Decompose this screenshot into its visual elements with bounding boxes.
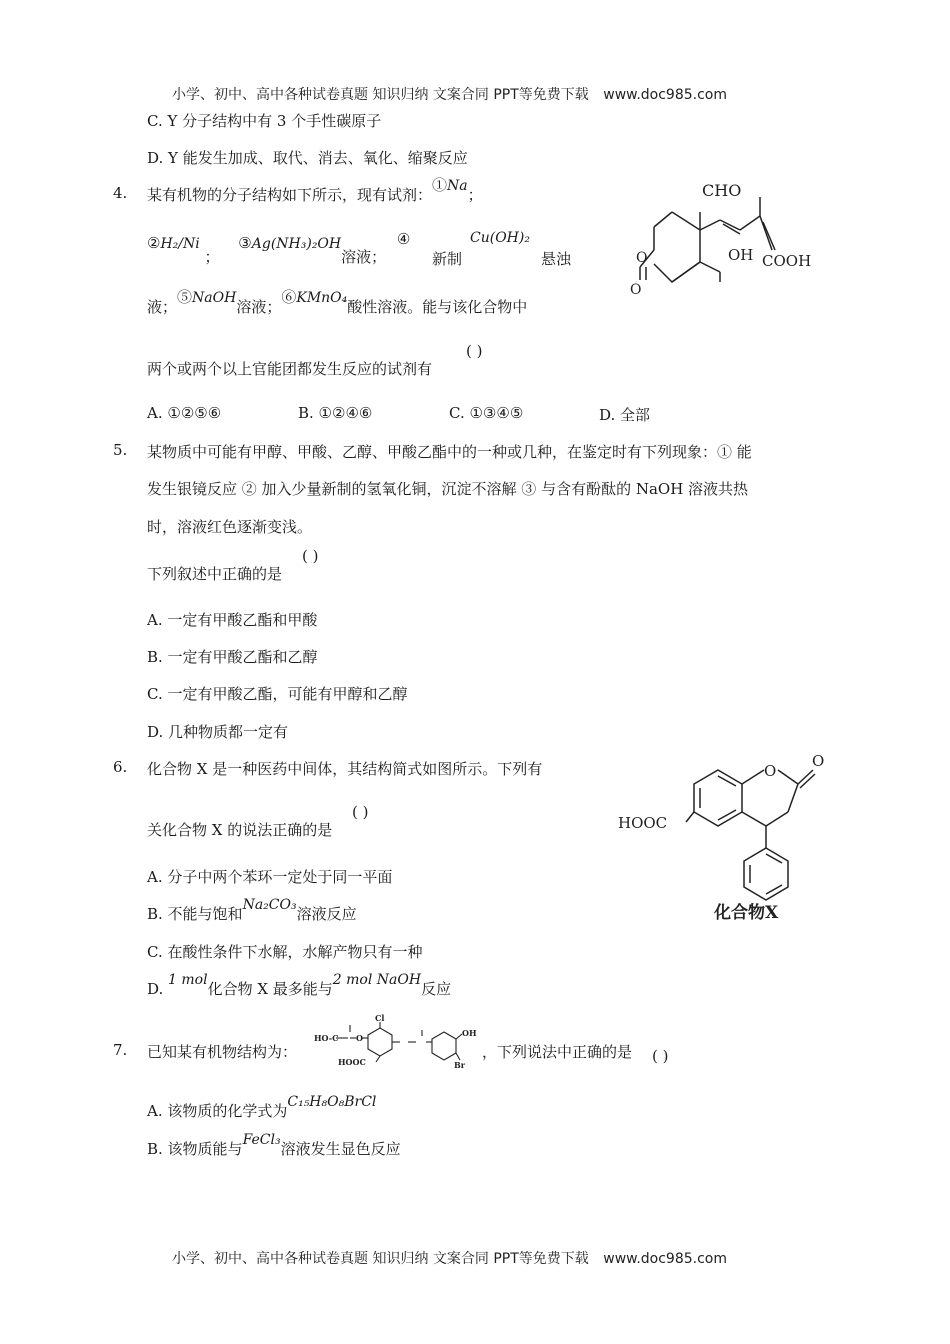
- q4-cho-label: CHO: [702, 181, 742, 200]
- q7-option-b: B. 该物质能与FeCl₃溶液发生显色反应: [147, 1132, 401, 1158]
- q6-number: 6.: [113, 758, 128, 776]
- q5-option-b: B. 一定有甲酸乙酯和乙醇: [147, 648, 318, 666]
- header-site: www.doc985.com: [603, 87, 727, 103]
- q4-line2: ②H₂/Ni ； ③Ag(NH₃)₂OH溶液； ④: [147, 230, 411, 266]
- q4-number: 4.: [113, 184, 128, 202]
- q7-br-label: Br: [454, 1060, 465, 1070]
- q7-option-a: A. 该物质的化学式为C₁₅H₈O₈BrCl: [147, 1094, 377, 1120]
- q4-r4-tail: 悬浊: [541, 250, 572, 268]
- q4-oh-label: OH: [728, 246, 754, 264]
- q6-line1: 化合物 X 是一种医药中间体，其结构简式如图所示。下列有: [147, 760, 543, 778]
- q7-hooc-label: HOOC: [338, 1057, 366, 1067]
- header-text: 小学、初中、高中各种试卷真题 知识归纳 文案合同 PPT等免费下载: [172, 87, 589, 103]
- footer-site: www.doc985.com: [603, 1251, 727, 1267]
- q3-option-c: C. Y 分子结构中有 3 个手性碳原子: [147, 112, 382, 130]
- q7-o-label: O: [356, 1033, 363, 1043]
- q4-line4: 两个或两个以上官能团都发生反应的试剂有: [147, 360, 433, 378]
- q5-paren: ( ): [302, 547, 319, 565]
- q7-cl-label: Cl: [375, 1013, 385, 1023]
- q7-number: 7.: [113, 1041, 128, 1059]
- q6-keto-o-label: O: [812, 752, 825, 770]
- q5-option-c: C. 一定有甲酸乙酯，可能有甲醇和乙醇: [147, 685, 408, 703]
- page-footer: [172, 1248, 727, 1268]
- q6-line2: 关化合物 X 的说法正确的是: [147, 821, 333, 839]
- q5-line3: 时，溶液红色逐渐变浅。: [147, 518, 313, 536]
- q5-option-a: A. 一定有甲酸乙酯和甲酸: [147, 611, 318, 629]
- q5-line4: 下列叙述中正确的是: [147, 565, 283, 583]
- q4-line3: 液；⑤NaOH溶液；⑥KMnO₄酸性溶液。能与该化合物中: [147, 288, 528, 316]
- q6-hooc-label: HOOC: [618, 814, 668, 832]
- q6-option-a: A. 分子中两个苯环一定处于同一平面: [147, 868, 393, 886]
- q6-option-c: C. 在酸性条件下水解，水解产物只有一种: [147, 943, 423, 961]
- q6-caption: 化合物X: [714, 903, 779, 923]
- q6-option-d: D. 1 mol化合物 X 最多能与2 mol NaOH反应: [147, 972, 452, 998]
- q7-structure-image: [312, 1012, 492, 1070]
- q6-paren: ( ): [352, 803, 369, 821]
- page-header: [172, 84, 727, 104]
- q5-number: 5.: [113, 441, 128, 459]
- q5-line1: 某物质中可能有甲醇、甲酸、乙醇、甲酸乙酯中的一种或几种，在鉴定时有下列现象：① 能: [147, 443, 752, 461]
- q7-paren: ( ): [652, 1047, 669, 1065]
- q7-oh-label: OH: [462, 1028, 477, 1038]
- q4-paren: ( ): [466, 342, 483, 360]
- q4-ring-o-label: O: [636, 250, 648, 266]
- footer-text: 小学、初中、高中各种试卷真题 知识归纳 文案合同 PPT等免费下载: [172, 1251, 589, 1267]
- q6-structure-image: [618, 748, 838, 923]
- q4-line1: 某有机物的分子结构如下所示，现有试剂：①Na；: [147, 176, 483, 204]
- q4-structure-image: [620, 172, 835, 297]
- q7-hoc-label: HO-C: [314, 1033, 339, 1043]
- q5-line2: 发生银镜反应 ② 加入少量新制的氢氧化铜，沉淀不溶解 ③ 与含有酚酞的 NaOH 溶液共热: [147, 480, 749, 498]
- q4-r4-formula: Cu(OH)₂: [470, 230, 530, 246]
- q4-cooh-label: COOH: [762, 252, 812, 270]
- q4-option-b: B. ①②④⑥: [298, 404, 373, 422]
- q4-option-a: A. ①②⑤⑥: [147, 404, 222, 422]
- q4-r4-pre: 新制: [432, 250, 463, 268]
- q5-option-d: D. 几种物质都一定有: [147, 723, 289, 741]
- q7-line1-tail: ，下列说法中正确的是: [482, 1043, 633, 1061]
- q4-option-d: D. 全部: [599, 406, 651, 424]
- q6-option-b: B. 不能与饱和Na₂CO₃溶液反应: [147, 897, 357, 923]
- q7-line1-pre: 已知某有机物结构为：: [147, 1043, 298, 1061]
- q4-keto-o-label: O: [630, 282, 642, 297]
- q3-option-d: D. Y 能发生加成、取代、消去、氧化、缩聚反应: [147, 149, 468, 167]
- q6-ring-o-label: O: [764, 762, 777, 780]
- q4-option-c: C. ①③④⑤: [449, 404, 524, 422]
